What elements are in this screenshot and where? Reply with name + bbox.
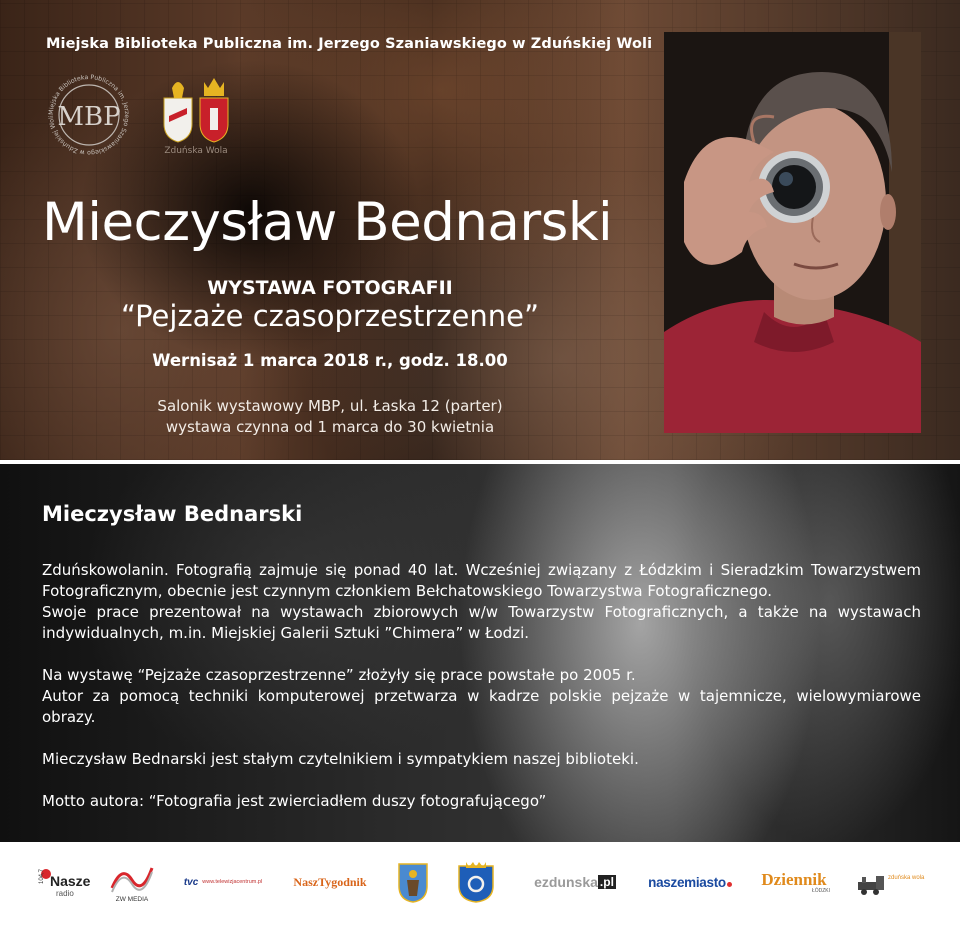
bio-paragraph: Autor za pomocą techniki komputerowej przetwarza w kadrze polskie pejzaże w tajemnicze, wielowymiarowe obrazy. — [42, 687, 921, 726]
mbp-logo — [44, 70, 134, 160]
opening-date: Wernisaż 1 marca 2018 r., godz. 18.00 — [152, 351, 508, 370]
zdunska-wola-train-logo — [852, 860, 925, 904]
nasze-miasto-logo: naszemiasto — [642, 860, 738, 904]
crest-caption: Zduńska Wola — [164, 146, 228, 156]
bio-paragraph: Motto autora: “Fotografia jest zwierciadłem duszy fotografującego” — [42, 792, 547, 810]
bio-paragraph: Swoje prace prezentował na wystawach zbiorowych w/w Towarzystw Fotograficznych, a także na wystawach indywidualnych, m.in. Miejskiej Galerii Sztuki ”Chimera” w Łodzi. — [42, 603, 921, 642]
powiat-coat-of-arms-icon — [456, 860, 496, 904]
svg-text:104,7: 104,7 — [39, 868, 45, 884]
svg-text:Nasze: Nasze — [50, 873, 91, 889]
svg-text:zduńska wola: zduńska wola — [888, 875, 925, 881]
saint-coat-of-arms-icon — [396, 860, 430, 904]
biography-panel — [0, 464, 960, 842]
zw-media-logo — [106, 860, 158, 904]
artist-name-title: Mieczysław Bednarski — [42, 192, 613, 253]
biography-heading: Mieczysław Bednarski — [42, 502, 303, 526]
artist-photo — [664, 32, 921, 433]
seal-text: MBP — [57, 102, 121, 132]
zdunska-wola-crest-icon — [160, 68, 232, 154]
exhibition-name: “Pejzaże czasoprzestrzenne” — [120, 299, 540, 333]
seal-ring-text: Miejska Biblioteka Publiczna im. Jerzego Szaniawskiego w Zduńskiej Woli — [47, 73, 131, 157]
venue-text: Salonik wystawowy MBP, ul. Łaska 12 (parter) — [157, 397, 503, 415]
exhibition-dates: wystawa czynna od 1 marca do 30 kwietnia — [165, 418, 495, 436]
tvc-logo: tvc www.telewizjacentrum.pl — [183, 876, 263, 888]
poster-header-panel — [0, 0, 960, 460]
sponsors-strip — [0, 842, 960, 925]
biography-text — [42, 560, 921, 812]
svg-text:radio: radio — [56, 889, 74, 898]
bio-paragraph: Zduńskowolanin. Fotografią zajmuje się ponad 40 lat. Wcześniej związany z Łódzkim i Sieradzkim Towarzystwem Fotograficznym, obecnie jest czynnym członkiem Bełchatowskiego Towarzystwa Fotograficznego. — [42, 561, 921, 600]
nasze-radio-logo — [36, 860, 91, 904]
nasz-tygodnik-logo: NaszTygodnik — [293, 874, 367, 889]
bio-paragraph: Na wystawę “Pejzaże czasoprzestrzenne” złożyły się prace powstałe po 2005 r. — [42, 666, 636, 684]
ezdunska-logo: ezdunska .pl — [534, 874, 614, 890]
dziennik-lodzki-logo: Dziennik ŁÓDZKI — [761, 869, 830, 894]
exhibition-type: WYSTAWA FOTOGRAFII — [207, 277, 453, 299]
library-name: Miejska Biblioteka Publiczna im. Jerzego Szaniawskiego w Zduńskiej Woli — [46, 36, 653, 52]
svg-text:ZW MEDIA: ZW MEDIA — [115, 896, 149, 903]
bio-paragraph: Mieczysław Bednarski jest stałym czytelnikiem i sympatykiem naszej biblioteki. — [42, 750, 639, 768]
